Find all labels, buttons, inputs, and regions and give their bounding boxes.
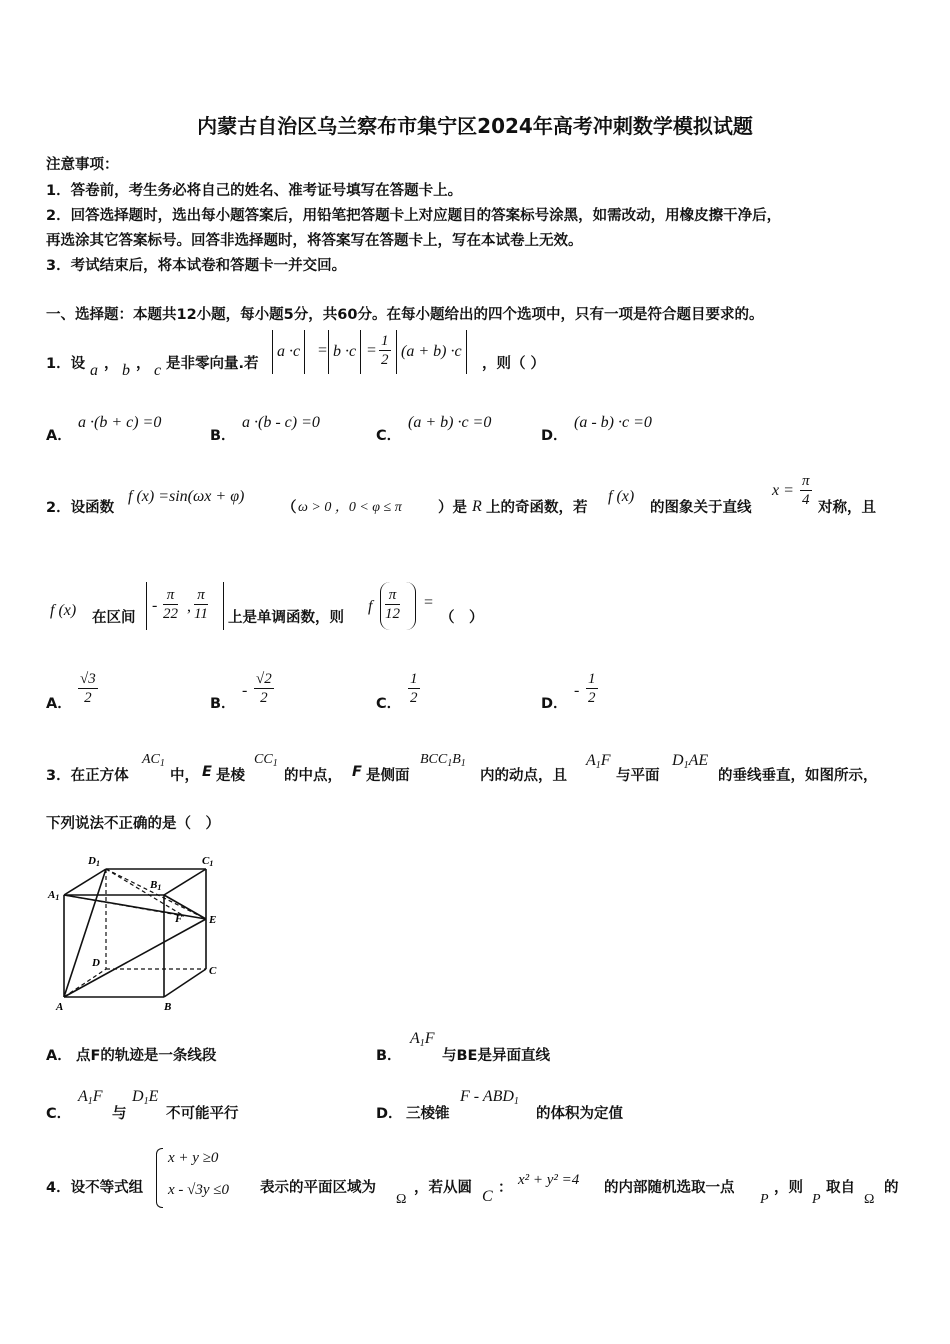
q2-interval: [146, 582, 224, 630]
q2-opt-c-label: C．: [376, 696, 402, 712]
q2-f12-frac: [385, 586, 400, 623]
q2-opt-d-den: 2: [588, 690, 596, 706]
q2-pi: π: [802, 473, 810, 489]
q2-int-comma: ,: [187, 598, 191, 615]
q3-b1-text: B: [452, 752, 461, 767]
q2-lead: 2．设函数: [46, 500, 115, 516]
q3-ac1-text: AC: [142, 752, 160, 767]
q2-int-lead: -: [152, 597, 158, 614]
q4-t3: 的内部随机选取一点: [604, 1180, 735, 1196]
q2-R: R: [472, 498, 482, 515]
q3-opt-d-math: [460, 1088, 519, 1107]
question-3: [46, 750, 916, 790]
q3-t2: 是棱: [216, 768, 245, 784]
q4-colon: ：: [498, 1180, 513, 1196]
q3-opt-b-m2: F: [424, 1030, 435, 1047]
q2-cond-close: ）是: [438, 500, 467, 516]
q1-abs-bc-expr: b ·c: [333, 343, 357, 360]
q3-d1ae: [672, 752, 708, 771]
q1-abs-ac: [272, 330, 305, 374]
q3-opt-b-label: B．: [376, 1048, 402, 1064]
note-item-2a: 2．回答选择题时，选出每小题答案后，用铅笔把答题卡上对应题目的答案标号涂黑，如需改动，用橡皮擦干净后，: [46, 208, 782, 224]
q2-int-n1: π: [163, 586, 178, 605]
q3-a1f: [586, 752, 611, 771]
q3-t5: 内的动点，且: [480, 768, 567, 784]
q2-opt-b-den: 2: [260, 690, 268, 706]
q3-opt-c-m: A: [78, 1088, 88, 1105]
q2-line2-eq: =: [424, 594, 434, 611]
q2-x-eq: x =: [772, 482, 794, 499]
q3-d1ae-sub: 1: [683, 760, 689, 771]
q3-opt-b: 与BE是异面直线: [442, 1048, 550, 1064]
q2-f12-den: 12: [385, 606, 400, 622]
q1-abs-sum: [396, 330, 467, 374]
q1-opt-d-label: D．: [541, 428, 568, 444]
q4-t4: ，则: [774, 1180, 803, 1196]
note-item-2b: 再选涂其它答案标号。回答非选择题时，将答案写在答题卡上，写在本试卷上无效。: [46, 233, 583, 249]
q3-cc1: [254, 752, 278, 769]
q3-opt-c-label: C．: [46, 1106, 72, 1122]
q3-opt-c-and: 与: [112, 1106, 127, 1122]
label-A1: A1: [48, 889, 60, 902]
q4-circle: x² + y² =4: [518, 1172, 580, 1188]
q2-opt-d-sign: -: [574, 682, 580, 699]
q3-ac1-sub: 1: [159, 758, 165, 769]
edge-a-d: [64, 969, 106, 997]
q3-opt-d: 的体积为定值: [536, 1106, 623, 1122]
q3-opt-b-math: [410, 1030, 435, 1049]
q2-opt-a-num: √3: [80, 671, 96, 687]
q2-opt-b-label: B．: [210, 696, 236, 712]
q4-lead: 4．设不等式组: [46, 1180, 144, 1196]
q2-int-frac2: [194, 586, 208, 623]
label-C1: C1: [202, 855, 214, 868]
q2-cond: ω > 0 ，0 < φ ≤ π: [298, 500, 402, 515]
q2-opt-a-den: 2: [84, 690, 92, 706]
q3-ac1: [142, 752, 165, 769]
q3-a1f-sub: 1: [595, 760, 601, 771]
q3-b1-sub: 1: [460, 758, 466, 769]
q1-half-num: 1: [381, 333, 389, 349]
q3-opt-a-label: A．: [46, 1048, 72, 1064]
q2-cond-open: （: [282, 500, 297, 516]
q3-cc1-text: CC: [254, 752, 273, 767]
q2-int-d2: 11: [194, 606, 208, 622]
q1-tail: ，则（ ）: [482, 356, 546, 372]
q2-opt-c-den: 2: [410, 690, 418, 706]
q1-opt-b: a ·(b - c) =0: [242, 414, 320, 431]
q1-abs-sum-expr: (a + b) ·c: [401, 343, 462, 360]
q2-line2: [46, 580, 906, 634]
q2-four: 4: [802, 492, 810, 508]
q3-bcc1-sub: 1: [447, 758, 453, 769]
q1-eq1: =: [318, 342, 328, 359]
q2-mid2: 的图象关于直线: [650, 500, 752, 516]
q3-opt-a: 点F的轨迹是一条线段: [76, 1048, 217, 1064]
q2-opt-d-num: 1: [588, 671, 596, 687]
q2-opt-d-label: D．: [541, 696, 568, 712]
q4-t6: 的: [884, 1180, 899, 1196]
q2-opt-a: [78, 670, 98, 707]
q2-opt-b-sign: -: [242, 682, 248, 699]
q1-opt-a-label: A．: [46, 428, 72, 444]
q2-opt-b-num: √2: [256, 671, 272, 687]
q3-t4: 是侧面: [366, 768, 410, 784]
q3-options-row2: [46, 1088, 906, 1124]
q3-opt-d-lead: 三棱锥: [406, 1106, 450, 1122]
q1-half-den: 2: [381, 352, 389, 368]
section-heading: 一、选择题：本题共12小题，每小题5分，共60分。在每小题给出的四个选项中，只有一项是符合题目要求的。: [46, 307, 764, 323]
q3-t3: 的中点，: [284, 768, 342, 784]
q3-opt-b-m: A: [410, 1030, 420, 1047]
q2-f12: f: [368, 598, 373, 615]
q4-ineq2: x - √3y ≤0: [168, 1182, 230, 1198]
q3-opt-d-s: 1: [513, 1096, 519, 1107]
q3-t1: 中，: [170, 768, 199, 784]
q3-t6: 与平面: [616, 768, 660, 784]
q1-options: [46, 412, 896, 442]
q2-f12-paren: [380, 582, 416, 630]
q4-P: P: [760, 1192, 769, 1207]
q2-opt-c: [408, 670, 420, 707]
question-2: [46, 470, 906, 520]
q2-int-frac1: [163, 586, 178, 623]
q3-d1ae-t: AE: [688, 752, 709, 769]
q3-lead: 3．在正方体: [46, 768, 129, 784]
q2-options: [46, 666, 896, 718]
q3-opt-d-m: F - ABD: [460, 1088, 514, 1105]
q2-int-d1: 22: [163, 606, 178, 622]
q1-opt-b-label: B．: [210, 428, 236, 444]
q3-a1f-f: F: [600, 752, 611, 769]
edge-b1-c1: [164, 869, 206, 895]
label-C: C: [209, 965, 217, 977]
q3-opt-d-label: D．: [376, 1106, 403, 1122]
q1-opt-a: a ·(b + c) =0: [78, 414, 162, 431]
q4-brace: [156, 1148, 163, 1208]
q3-options-row1: [46, 1030, 906, 1066]
q1-opt-d: (a - b) ·c =0: [574, 414, 652, 431]
label-A: A: [56, 1001, 64, 1013]
q2-line2-a: 在区间: [92, 610, 136, 626]
label-B: B: [164, 1001, 172, 1013]
q1-var-a: a: [90, 362, 98, 379]
note-item-1: 1．答卷前，考生务必将自己的姓名、准考证号填写在答题卡上。: [46, 183, 463, 199]
q2-mid: 上的奇函数，若: [486, 500, 588, 516]
q1-half: [379, 332, 391, 369]
q3-opt-c-s2: 1: [143, 1096, 149, 1107]
label-F: F: [175, 913, 183, 925]
q3-opt-c-s: 1: [87, 1096, 93, 1107]
q3-opt-c-m3: D: [132, 1088, 144, 1105]
q1-var-c: c: [154, 362, 162, 379]
label-B1: B1: [150, 879, 162, 892]
q3-opt-c-math2: [132, 1088, 158, 1107]
q2-opt-d: [586, 670, 598, 707]
q2-line2-b: 上是单调函数，则: [228, 610, 344, 626]
note-item-3: 3．考试结束后，将本试卷和答题卡一并交回。: [46, 258, 347, 274]
q4-P2: P: [812, 1192, 821, 1207]
q1-opt-c-label: C．: [376, 428, 402, 444]
q3-opt-c-math1: [78, 1088, 103, 1107]
q4-ineq1: x + y ≥0: [168, 1150, 219, 1166]
cube-figure: [44, 848, 234, 1018]
q1-eq2: =: [367, 342, 377, 359]
q1-abs-bc: [328, 330, 361, 374]
q4-omega: Ω: [396, 1192, 407, 1207]
edge-b-c: [164, 969, 206, 997]
q3-opt-c-m2: F: [92, 1088, 103, 1105]
q3-line2: 下列说法不正确的是（ ）: [46, 816, 220, 832]
q4-t5: 取自: [826, 1180, 855, 1196]
q1-opt-c: (a + b) ·c =0: [408, 414, 492, 431]
q3-bcc1b1: [420, 752, 466, 769]
q2-opt-b: [254, 670, 274, 707]
q2-line2-tail: （ ）: [440, 610, 484, 626]
q3-F: F: [352, 764, 362, 780]
q2-int-n2: π: [194, 586, 208, 605]
page-title: 内蒙古自治区乌兰察布市集宁区2024年高考冲刺数学模拟试题: [197, 114, 753, 138]
q2-f12-num: π: [385, 586, 400, 605]
q2-fx: f (x): [608, 488, 635, 505]
q2-opt-a-label: A．: [46, 696, 72, 712]
q2-opt-c-num: 1: [410, 671, 418, 687]
q3-d1ae-d: D: [672, 752, 684, 769]
q3-a1f-a: A: [586, 752, 596, 769]
edge-a1-d1: [64, 869, 106, 895]
q3-bcc1-text: BCC: [420, 752, 448, 767]
q4-omega2: Ω: [864, 1192, 875, 1207]
label-D: D: [92, 957, 100, 969]
q3-cc1-sub: 1: [272, 758, 278, 769]
q3-E: E: [202, 764, 212, 780]
q4-t2: ，若从圆: [414, 1180, 472, 1196]
q1-lead: 1．设: [46, 356, 86, 372]
q1-sep1: ，: [104, 356, 119, 372]
question-4: [46, 1146, 916, 1216]
q1-abs-ac-expr: a ·c: [277, 343, 301, 360]
notes-heading: 注意事项：: [46, 157, 119, 173]
q3-t7: 的垂线垂直，如图所示，: [718, 768, 878, 784]
q3-opt-b-s: 1: [419, 1038, 425, 1049]
q2-line2-fx: f (x): [50, 602, 77, 619]
q2-tail: 对称，且: [818, 500, 876, 516]
q1-var-b: b: [122, 362, 130, 379]
label-D1: D1: [88, 855, 100, 868]
q3-opt-c-m4: E: [148, 1088, 159, 1105]
q1-mid: 是非零向量.若: [166, 356, 259, 372]
label-E: E: [209, 914, 217, 926]
q1-sep2: ，: [136, 356, 151, 372]
q3-opt-c: 不可能平行: [166, 1106, 239, 1122]
q4-C: C: [482, 1188, 493, 1205]
q2-func: f (x) =sin(ωx + φ): [128, 488, 245, 505]
q4-t1: 表示的平面区域为: [260, 1180, 376, 1196]
q2-pi-over-4: [800, 472, 812, 509]
